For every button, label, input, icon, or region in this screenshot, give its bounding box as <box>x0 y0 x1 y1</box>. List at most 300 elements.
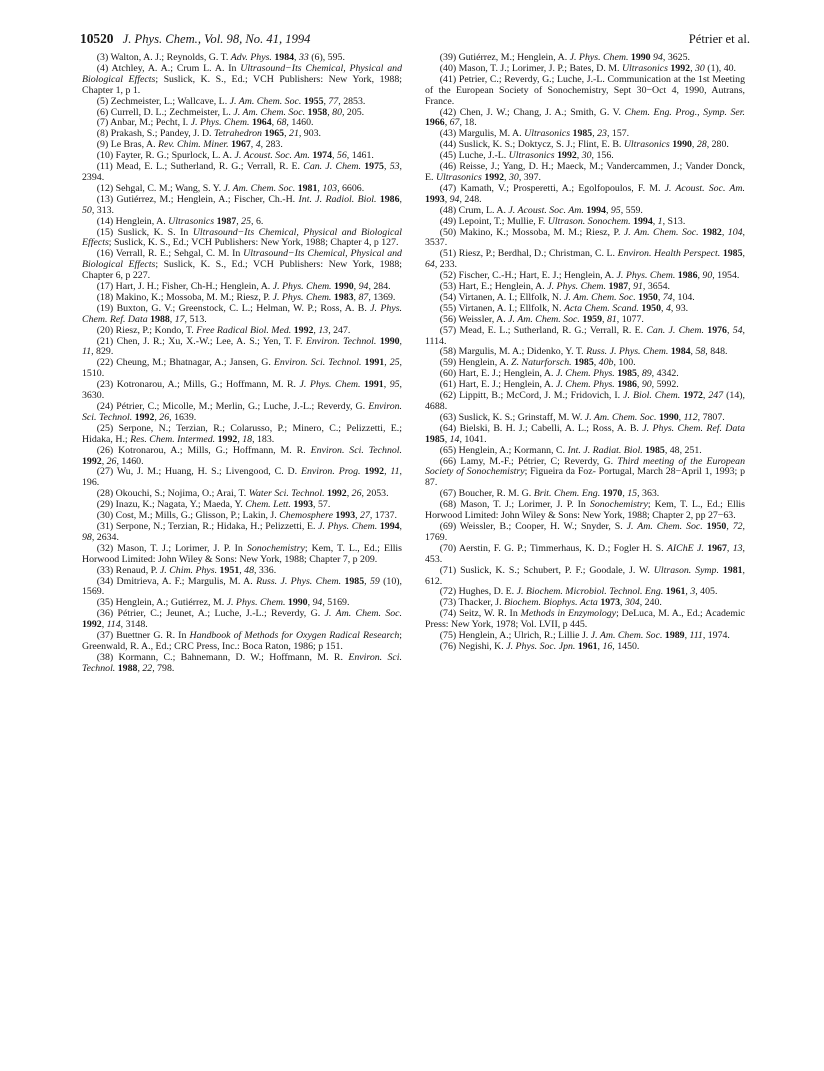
reference-number: (31) <box>96 520 114 532</box>
reference-source-italic: Environ. Technol. <box>305 335 377 347</box>
reference-text: Lepoint, T.; Mullie, F. <box>458 215 548 227</box>
reference-list-left-column <box>82 53 402 675</box>
reference-text: Negishi, K. <box>458 640 507 652</box>
reference-number: (5) <box>96 95 109 107</box>
reference-text: , <box>685 586 691 598</box>
reference-source-italic: Ultrasound−Its Chemical, Physical and Biological Effects <box>82 248 402 271</box>
reference-number: (59) <box>439 357 457 369</box>
reference-number: (28) <box>96 488 114 500</box>
reference-source-italic: J. Phys. Chem. <box>547 281 606 293</box>
reference-year: 1992 <box>484 171 505 183</box>
reference-text: , 247. <box>328 324 351 336</box>
reference-source-italic: 48 <box>244 564 254 576</box>
reference-year: 1950 <box>641 302 662 314</box>
reference-source-italic: Environ. Prog. <box>301 466 361 478</box>
reference-source-italic: J. Biochem. Microbiol. Technol. Eng. <box>516 586 664 598</box>
reference-text: , 3537. <box>425 226 746 249</box>
reference-text: , <box>726 542 733 554</box>
reference-text: , 1737. <box>369 510 397 522</box>
reference-year: 1986 <box>617 379 637 391</box>
reference-number: (24) <box>96 401 114 412</box>
reference-source-italic: 3 <box>690 586 696 598</box>
reference-entry <box>82 609 402 631</box>
reference-year: 1993 <box>293 499 314 511</box>
reference-text: ; Suslick, K. S., Ed.; VCH Publishers: New York, 1988; Chapter 4, p 127. <box>108 237 399 249</box>
reference-source-italic: Environ. Sci. Technol. <box>82 401 402 423</box>
reference-number: (30) <box>96 510 114 522</box>
reference-text: Buxton, G. V.; Greenstock, C. L.; Helman, W. P.; Ross, A. B. <box>116 302 371 314</box>
reference-text: , <box>332 150 337 162</box>
reference-source-italic: J. Phys. Chem. <box>272 291 332 303</box>
reference-number: (8) <box>96 128 109 140</box>
reference-number: (67) <box>439 488 457 500</box>
reference-number: (10) <box>96 150 114 162</box>
reference-text: Kamath, V.; Prosperetti, A.; Egolfopoulos, F. M. <box>460 182 665 194</box>
reference-source-italic: Ultrasonics <box>168 215 215 227</box>
reference-text: Bielski, B. H. J.; Cabelli, A. L.; Ross, A. B. <box>459 422 643 434</box>
reference-entry <box>425 642 745 653</box>
reference-text: , <box>690 62 695 74</box>
reference-text: , <box>605 204 611 216</box>
reference-year: 1967 <box>231 139 251 151</box>
reference-text: Fischer, C.-H.; Hart, E. J.; Henglein, A. <box>458 270 617 282</box>
reference-text: , <box>636 379 642 391</box>
reference-text: , 48, 251. <box>664 444 702 456</box>
reference-text: , <box>593 357 599 369</box>
reference-number: (57) <box>439 324 457 336</box>
reference-number: (27) <box>96 466 114 478</box>
reference-source-italic: J. Phys. Chem. <box>272 281 332 293</box>
reference-number: (62) <box>439 390 457 402</box>
reference-entry <box>425 522 745 544</box>
reference-source-italic: 17 <box>174 313 185 325</box>
reference-text: (6), 595. <box>308 52 345 63</box>
reference-entry <box>82 195 402 217</box>
reference-year: 1994 <box>586 204 606 216</box>
reference-number: (74) <box>439 608 457 620</box>
reference-entry <box>82 522 402 544</box>
reference-text: Gutiérrez, M.; Henglein, A.; Fischer, Ch.-H. <box>116 193 299 205</box>
reference-text: , <box>284 128 290 140</box>
reference-source-italic: 11 <box>82 346 92 358</box>
reference-text: , 6606. <box>337 182 365 194</box>
reference-number: (52) <box>439 270 457 282</box>
reference-text: Reisse, J.; Yang, D. H.; Maeck, M.; Vandercammen, J.; Vander Donck, E. <box>425 161 745 183</box>
reference-text: , <box>597 640 603 652</box>
reference-text: , 248. <box>459 193 482 205</box>
reference-year: 1972 <box>683 390 703 402</box>
reference-text: , <box>313 324 319 336</box>
reference-text: Currell, D. L.; Zechmeister, L. <box>110 106 234 118</box>
reference-text: (14), 4688. <box>425 390 745 412</box>
reference-entry <box>82 64 402 97</box>
reference-entry <box>425 75 745 108</box>
reference-text: Suslick, K. S.; Grinstaff, M. W. <box>458 411 585 423</box>
reference-source-italic: Int. J. Radiol. Biol. <box>298 193 377 205</box>
reference-text: , <box>691 139 697 151</box>
reference-number: (12) <box>96 182 114 194</box>
reference-number: (54) <box>439 291 457 303</box>
reference-entry <box>425 326 745 348</box>
reference-source-italic: 90 <box>641 379 652 391</box>
reference-source-italic: Environ. Sci. Technol. <box>273 357 362 369</box>
reference-text: , 156. <box>591 150 614 162</box>
reference-source-italic: 80 <box>332 106 342 118</box>
reference-text: Petrier, C.; Reverdy, G.; Luche, J.-L. Communication at the 1st Meeting of the European Society of Sonochemistry, Sept 30−Oct 4, 1990, Autrans, France. <box>425 73 745 107</box>
reference-text: Anbar, M.; Pecht, I. <box>110 117 191 129</box>
reference-text: Zechmeister, L.; Wallcave, L. <box>110 95 230 107</box>
reference-source-italic: J. Phys. Chem. <box>616 270 676 282</box>
reference-text: , 559. <box>620 204 643 216</box>
reference-year: 1973 <box>600 597 621 609</box>
reference-source-italic: Chemosphere <box>279 510 333 522</box>
reference-text: Pétrier, C.; Micolle, M.; Merlin, G.; Luche, J.-L.; Reverdy, G. <box>116 401 369 412</box>
reference-source-italic: 25 <box>241 215 252 227</box>
reference-text: Weissler, B.; Cooper, H. W.; Snyder, S. <box>459 520 627 532</box>
reference-entry <box>425 249 745 271</box>
reference-year: 1988 <box>150 313 170 325</box>
reference-entry <box>425 424 745 446</box>
reference-source-italic: Chem. Eng. Prog., Symp. Ser. <box>624 106 745 118</box>
reference-text: , 363. <box>637 488 660 500</box>
reference-text: , 57. <box>313 499 331 511</box>
reference-source-italic: Ultrason. Sonochem. <box>547 215 631 227</box>
reference-source-italic: Sonochemistry <box>246 542 305 554</box>
reference-text: Cheung, M.; Bhatnagar, A.; Jansen, G. <box>116 357 274 369</box>
reference-text: , 18. <box>459 117 477 129</box>
reference-number: (20) <box>96 324 114 336</box>
reference-text: Serpone, N.; Terzian, R.; Hidaka, H.; Pelizzetti, E. <box>115 520 319 532</box>
reference-source-italic: Res. Chem. Intermed. <box>130 433 216 445</box>
reference-source-italic: 4 <box>665 302 671 314</box>
reference-text: , <box>353 281 359 293</box>
reference-text: ; Suslick, K. S., Ed.; VCH Publishers: New York, 1988; Chapter 1, p 1. <box>82 73 403 96</box>
reference-text: , <box>678 411 684 423</box>
reference-number: (32) <box>96 542 114 554</box>
reference-text: , 157. <box>606 128 630 140</box>
reference-text: , 3148. <box>120 619 148 631</box>
reference-source-italic: J. Phys. Chem. Ref. Data <box>82 302 402 325</box>
reference-number: (40) <box>439 62 457 74</box>
reference-source-italic: 91 <box>633 281 643 293</box>
reference-source-italic: J. Am. Chem. Soc. <box>626 520 703 532</box>
reference-number: (55) <box>439 302 457 314</box>
reference-entry <box>82 446 402 468</box>
reference-text: , 2853. <box>338 95 366 107</box>
reference-source-italic: Int. J. Radiat. Biol. <box>567 444 643 456</box>
reference-year: 1990 <box>379 335 400 347</box>
reference-text: Hart, E. J.; Henglein, A. <box>458 379 556 391</box>
reference-text: Kotronarou, A.; Mills, G.; Hoffmann, M. R. <box>118 444 311 456</box>
reference-text: , <box>576 150 582 162</box>
reference-source-italic: J. Chim. Phys. <box>159 564 218 576</box>
reference-source-italic: 18 <box>242 433 253 445</box>
reference-source-italic: Brit. Chem. Eng. <box>533 488 601 500</box>
reference-text: Mason, T. J.; Lorimer, J. P. In <box>460 499 590 511</box>
reference-text: , 848. <box>705 346 728 358</box>
reference-text: Pétrier, C.; Jeunet, A.; Luche, J.-L.; Reverdy, G. <box>117 608 325 620</box>
reference-source-italic: J. Am. Chem. Soc. <box>223 182 296 194</box>
reference-year: 1987 <box>216 215 237 227</box>
reference-text: , 1450. <box>612 640 640 652</box>
reference-number: (9) <box>96 139 109 151</box>
reference-source-italic: Chem. Lett. <box>245 499 291 511</box>
reference-source-italic: 53 <box>389 161 400 173</box>
reference-text: Henglein, A. <box>458 357 512 369</box>
reference-text: Suslick, K. S. In <box>117 226 193 238</box>
reference-text: , 3630. <box>82 379 402 402</box>
reference-text: , 453. <box>425 542 745 565</box>
reference-text: , 1369. <box>368 291 396 303</box>
reference-number: (61) <box>439 379 457 391</box>
reference-text: , 205. <box>341 106 365 118</box>
reference-text: , <box>364 575 370 587</box>
reference-text: , 2394. <box>82 161 402 183</box>
reference-text: , 3654. <box>642 281 670 293</box>
reference-source-italic: 94 <box>653 52 663 63</box>
reference-source-italic: Can. J. Chem. <box>646 324 704 336</box>
reference-entry <box>82 228 402 250</box>
reference-text: , <box>602 313 607 325</box>
reference-year: 1966 <box>425 117 445 129</box>
reference-text: Gutiérrez, M.; Henglein, A. <box>458 52 570 63</box>
reference-text: , 7807. <box>697 411 725 423</box>
reference-entry <box>82 467 402 489</box>
reference-text: Lippitt, B.; McCord, J. M.; Fridovich, I. <box>459 390 624 402</box>
reference-source-italic: 94 <box>358 281 369 293</box>
reference-number: (69) <box>439 520 457 532</box>
reference-text: , <box>444 433 450 445</box>
reference-number: (26) <box>96 444 114 456</box>
reference-number: (38) <box>96 651 114 663</box>
reference-entry <box>82 424 402 446</box>
reference-number: (72) <box>439 586 457 598</box>
reference-year: 1967 <box>707 542 727 554</box>
reference-source-italic: 95 <box>389 379 400 391</box>
reference-source-italic: 16 <box>602 640 613 652</box>
reference-source-italic: J. Chem. Phys. <box>555 368 615 380</box>
reference-source-italic: Acta Chem. Scand. <box>563 302 639 314</box>
reference-source-italic: Environ. Health Perspect. <box>617 248 721 260</box>
reference-number: (3) <box>96 52 109 63</box>
reference-text: , 1460. <box>116 455 144 467</box>
reference-text: , 284. <box>368 281 391 293</box>
reference-text: , 1460. <box>286 117 314 129</box>
reference-year: 1991 <box>364 379 384 391</box>
reference-text: , <box>657 291 663 303</box>
reference-year: 1965 <box>264 128 285 140</box>
reference-source-italic: 28 <box>696 139 707 151</box>
reference-entry <box>82 402 402 424</box>
reference-year: 1958 <box>307 106 328 118</box>
reference-number: (70) <box>439 542 457 554</box>
reference-year: 1955 <box>303 95 324 107</box>
reference-text: Margulis, M. A.; Didenko, Y. T. <box>458 346 587 358</box>
reference-source-italic: 89 <box>641 368 652 380</box>
reference-year: 1992 <box>327 488 347 500</box>
reference-year: 1950 <box>706 520 727 532</box>
reference-number: (18) <box>96 291 114 303</box>
reference-year: 1992 <box>670 62 691 74</box>
reference-source-italic: J. Acoust. Soc. Am. <box>234 150 310 162</box>
reference-year: 1964 <box>251 117 272 129</box>
reference-entry <box>82 304 402 326</box>
reference-number: (41) <box>439 73 457 85</box>
reference-number: (43) <box>439 128 457 140</box>
reference-year: 1992 <box>293 324 314 336</box>
reference-source-italic: 56 <box>336 150 347 162</box>
reference-text: Thacker, J. <box>458 597 504 609</box>
reference-source-italic: 4 <box>255 139 261 151</box>
reference-text: , 1510. <box>82 357 403 380</box>
reference-text: , <box>137 662 143 674</box>
reference-text: Okouchi, S.; Nojima, O.; Arai, T. <box>115 488 249 500</box>
reference-text: Hart, E. J.; Henglein, A. <box>458 368 556 380</box>
reference-text: Suslick, K. S.; Doktycz, S. J.; Flint, E. B. <box>458 139 624 151</box>
reference-number: (25) <box>96 422 114 434</box>
reference-year: 1987 <box>608 281 629 293</box>
reference-entry <box>82 380 402 402</box>
reference-text: ; Kem, T. L., Ed.; Ellis Horwood Limited: John Wiley & Sons: New York, 1988; Chapter 7, p 209. <box>82 542 402 565</box>
reference-text: Weissler, A. <box>458 313 509 325</box>
reference-text: Boucher, R. M. G. <box>458 488 534 500</box>
reference-number: (63) <box>439 411 457 423</box>
reference-source-italic: 40b <box>598 357 614 369</box>
reference-text: , 100. <box>613 357 636 369</box>
reference-entry <box>82 249 402 282</box>
reference-source-italic: J. Chem. Phys. <box>555 379 615 391</box>
reference-source-italic: 87 <box>358 291 369 303</box>
reference-entry <box>82 544 402 566</box>
reference-text: Henglein, A.; Gutiérrez, M. <box>115 597 227 609</box>
reference-number: (15) <box>96 226 114 238</box>
reference-text: (10), 1569. <box>82 575 403 598</box>
reference-text: , 3625. <box>662 52 690 63</box>
reference-source-italic: J. Phys. Chem. <box>190 117 250 129</box>
reference-source-italic: J. Am. Chem. Soc. <box>590 630 663 642</box>
reference-entry <box>82 577 402 599</box>
reference-text: Chen, J. R.; Xu, X.-W.; Lee, A. S.; Yen, T. F. <box>116 335 306 347</box>
reference-text: Kotronarou, A.; Mills, G.; Hoffmann, M. R. <box>116 379 300 391</box>
reference-text: , 1954. <box>712 270 740 282</box>
reference-number: (42) <box>439 106 457 118</box>
reference-text: , 233. <box>434 259 457 271</box>
reference-source-italic: J. Am. Chem. Soc. <box>324 608 402 620</box>
reference-number: (6) <box>96 106 109 118</box>
reference-source-italic: J. Phys. Chem. Ref. Data <box>642 422 745 434</box>
reference-text: Henglein, A.; Kormann, C. <box>458 444 568 456</box>
reference-text: Le Bras, A. <box>110 139 159 151</box>
reference-text: ; Figueira da Foz- Portugal, March 28−April 1, 1993; p 87. <box>425 466 745 489</box>
reference-entry <box>82 337 402 359</box>
reference-source-italic: 30 <box>508 171 519 183</box>
reference-source-italic: Environ. Sci. Technol. <box>310 444 402 456</box>
reference-text: , <box>721 226 728 238</box>
reference-source-italic: Ultrasonics <box>508 150 555 162</box>
reference-source-italic: 30 <box>581 150 592 162</box>
reference-source-italic: Methods in Enzymology <box>520 608 617 620</box>
reference-text: , <box>661 302 666 314</box>
author-running-head: Pétrier et al. <box>688 32 750 46</box>
reference-text: , 513. <box>184 313 207 325</box>
reference-text: Cost, M.; Mills, G.; Glisson, P.; Lakin, J. <box>115 510 280 522</box>
reference-number: (33) <box>96 564 114 576</box>
reference-text: , <box>726 324 733 336</box>
reference-year: 1992 <box>82 455 102 467</box>
reference-number: (66) <box>439 455 457 467</box>
reference-year: 1990 <box>630 52 651 63</box>
reference-source-italic: J. Phys. Chem. <box>569 52 629 63</box>
reference-year: 1982 <box>702 226 722 238</box>
reference-text: Mason, T. J.; Lorimer, J. P.; Bates, D. M. <box>458 62 622 74</box>
reference-text: ; Kem, T. L., Ed.; Ellis Horwood Limited: John Wiley & Sons: New York, 1988; Chapter 2, pp 27−63. <box>425 499 745 522</box>
reference-year: 1985 <box>722 248 743 260</box>
reference-source-italic: Can. J. Chem. <box>303 161 361 173</box>
reference-text: Mead, E. L.; Sutherland, R. G.; Verrall, R. E. <box>116 161 304 173</box>
reference-year: 1993 <box>425 193 445 205</box>
reference-entry <box>425 457 745 490</box>
reference-text: , <box>294 52 299 63</box>
reference-source-italic: 247 <box>708 390 724 402</box>
reference-source-italic: 94 <box>312 597 323 609</box>
reference-source-italic: 26 <box>106 455 117 467</box>
reference-year: 1985 <box>645 444 665 456</box>
reference-year: 1981 <box>297 182 318 194</box>
reference-number: (23) <box>96 379 114 391</box>
reference-text: Makino, K.; Mossoba, M. M.; Riesz, P. <box>115 291 273 303</box>
reference-text: Henglein, A. <box>115 215 169 227</box>
reference-text: Lamy, M.-F.; Pétrier, C; Reverdy, G. <box>460 455 618 467</box>
reference-text: , S13. <box>662 215 686 227</box>
reference-year: 1990 <box>287 597 308 609</box>
reference-source-italic: 23 <box>597 128 607 140</box>
reference-year: 1961 <box>577 640 598 652</box>
reference-number: (35) <box>96 597 114 609</box>
reference-year: 1950 <box>638 291 658 303</box>
reference-number: (71) <box>439 564 457 576</box>
reference-text: , <box>726 520 733 532</box>
reference-source-italic: 104 <box>727 226 743 238</box>
reference-source-italic: 111 <box>689 630 703 642</box>
reference-text: , <box>239 564 245 576</box>
reference-text: , <box>690 346 696 358</box>
reference-source-italic: 58 <box>695 346 706 358</box>
reference-year: 1961 <box>665 586 686 598</box>
reference-source-italic: 94 <box>449 193 460 205</box>
reference-number: (58) <box>439 346 457 358</box>
reference-text: , 4342. <box>651 368 679 380</box>
reference-text: , 6. <box>251 215 264 227</box>
reference-number: (48) <box>439 204 457 216</box>
reference-text: , <box>742 248 745 260</box>
reference-entry <box>425 228 745 250</box>
reference-year: 1986 <box>677 270 698 282</box>
reference-number: (53) <box>439 281 457 293</box>
reference-source-italic: 27 <box>360 510 370 522</box>
reference-text: Riesz, P.; Kondo, T. <box>115 324 197 336</box>
reference-text: , <box>169 313 175 325</box>
reference-text: Sehgal, C. M.; Wang, S. Y. <box>115 182 224 194</box>
reference-text: Aerstin, F. G. P.; Timmerhaus, K. D.; Fogler H. S. <box>458 542 667 554</box>
reference-text: , <box>592 128 598 140</box>
reference-year: 1976 <box>707 324 727 336</box>
reference-source-italic: 22 <box>142 662 153 674</box>
reference-year: 1984 <box>670 346 691 358</box>
reference-text: , 336. <box>254 564 277 576</box>
reference-source-italic: 64 <box>425 259 435 271</box>
reference-text: Riesz, P.; Berdhal, D.; Christman, C. L. <box>458 248 618 260</box>
reference-year: 1985 <box>425 433 445 445</box>
